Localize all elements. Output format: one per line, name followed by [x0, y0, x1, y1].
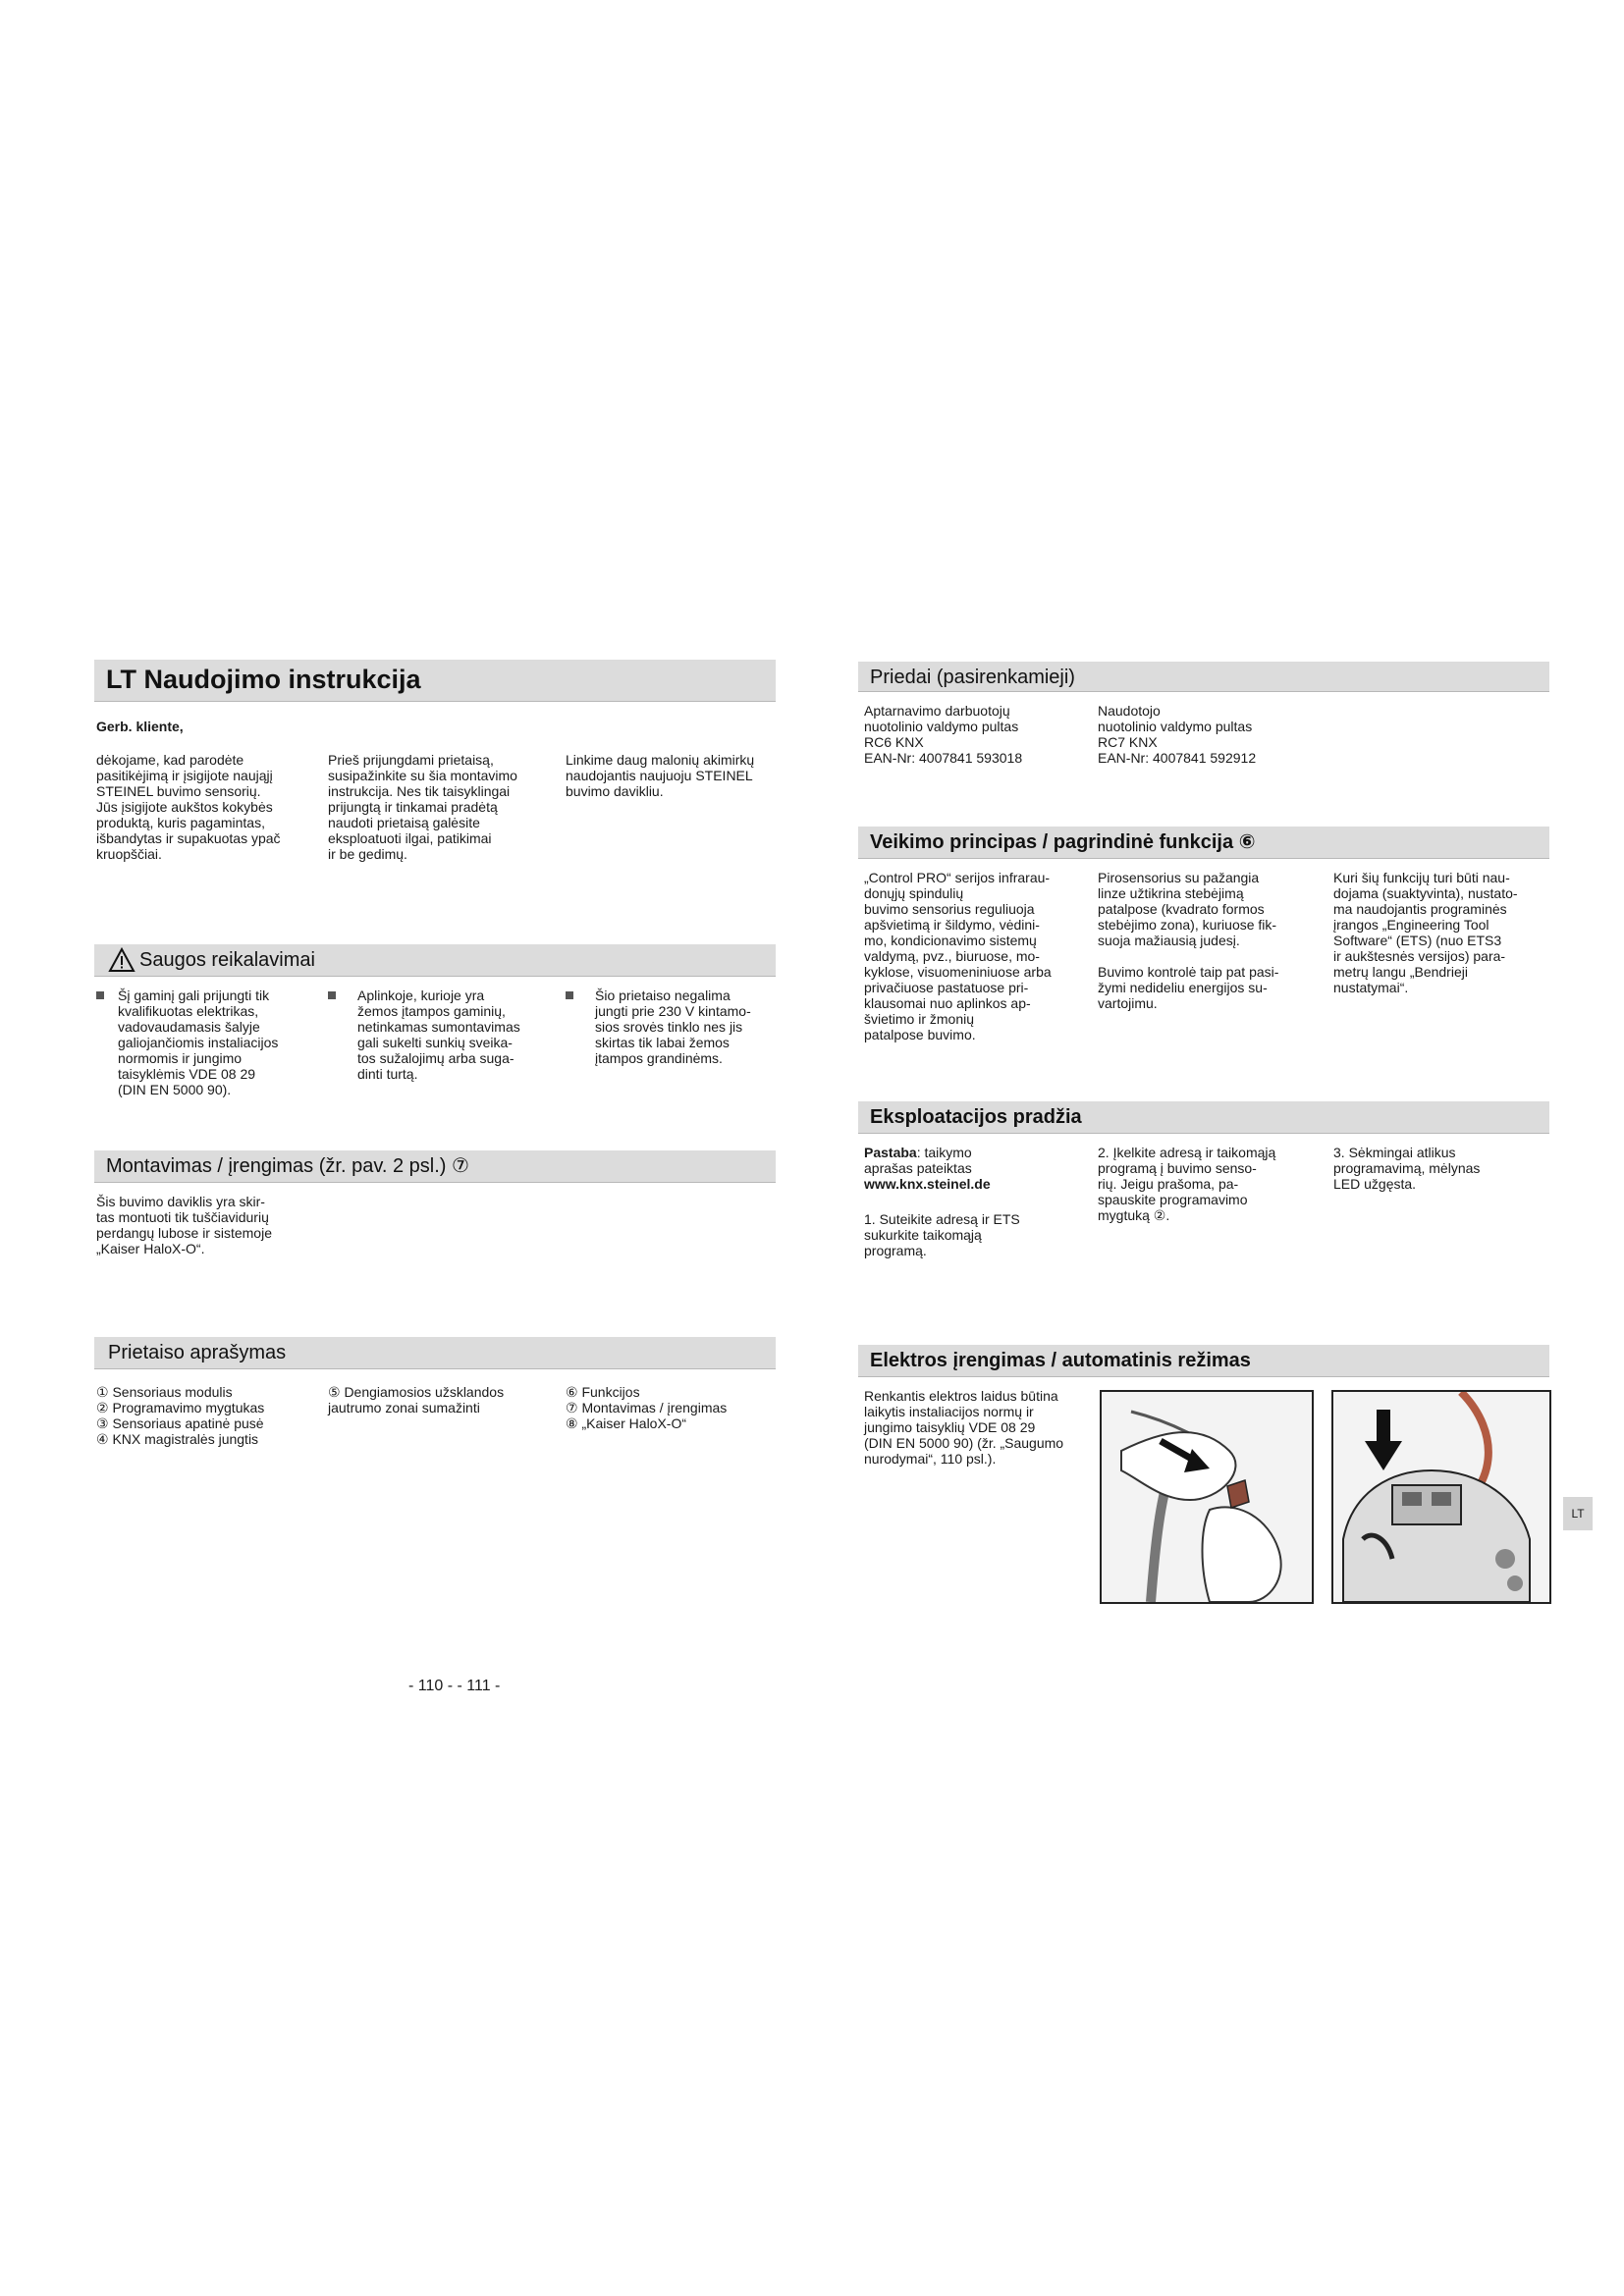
startup-step-1: 1. Suteikite adresą ir ETS sukurkite taikomąją programą.: [864, 1211, 1020, 1258]
intro-col-1: dėkojame, kad parodėte pasitikėjimą ir įsigijote naująjį STEINEL buvimo sensorių. Jūs įsigijote aukštos kokybės produktą, kuris pagamintas, išbandytas ir supakuotas ypač kruopščiai.: [96, 752, 281, 862]
intro-col-3: Linkime daug malonių akimirkų naudojantis naujuoju STEINEL buvimo davikliu.: [566, 752, 755, 799]
principle-col-2: Pirosensorius su pažangia linze užtikrina stebėjimą patalpose (kvadrato formos stebėjimo zona), kuriuose fik- suoja mažiausią judesį. Buvimo kontrolė taip pat pasi- žymi nedideliu energijos su- vartojimu.: [1098, 870, 1279, 1011]
safety-header: [94, 944, 776, 977]
description-col-3: ⑥ Funkcijos ⑦ Montavimas / įrengimas ⑧ „Kaiser HaloX-O“: [566, 1384, 728, 1431]
safety-item-text: Aplinkoje, kurioje yra žemos įtampos gaminių, netinkamas sumontavimas gali sukelti sunkių sveika- tos sužalojimų arba suga- dinti turtą.: [357, 988, 520, 1082]
description-col-2: ⑤ Dengiamosios užsklandos jautrumo zonai sumažinti: [328, 1384, 505, 1415]
accessories-title: Priedai (pasirenkamieji): [870, 667, 1075, 688]
mounting-text: Šis buvimo daviklis yra skir- tas montuoti tik tuščiavidurių perdangų lubose ir sistemoje „Kaiser HaloX-O“.: [96, 1194, 272, 1256]
wiring-figure-hands: [1100, 1390, 1314, 1604]
description-col-1: ① Sensoriaus modulis ② Programavimo mygtukas ③ Sensoriaus apatinė pusė ④ KNX magistralės jungtis: [96, 1384, 265, 1447]
principle-col-1: „Control PRO“ serijos infrarau- donųjų spindulių buvimo sensorius reguliuoja apšvietimą ir šildymo, vėdini- mo, kondicionavimo sistemų valdymą, pvz., biuruose, mo- kyklose, visuomeniniuose arba privačiuose pastatuose pri- klausomai nuo aplinkos ap- švietimo ir žmonių patalpose buvimo.: [864, 870, 1052, 1042]
startup-step-2: 2. Įkelkite adresą ir taikomąją programą į buvimo senso- rių. Jeigu prašoma, pa- spauskite programavimo mygtuką ②.: [1098, 1145, 1276, 1223]
bullet-square-icon: [328, 991, 336, 999]
principle-header: [858, 827, 1549, 859]
note-text: : taikymo aprašas pateiktas: [864, 1145, 972, 1176]
safety-title: Saugos reikalavimai: [139, 949, 315, 971]
title-bar: [94, 660, 776, 702]
description-header: [94, 1337, 776, 1369]
note-label: Pastaba: [864, 1145, 917, 1160]
accessories-col-2: Naudotojo nuotolinio valdymo pultas RC7 KNX EAN-Nr: 4007841 592912: [1098, 703, 1257, 766]
electrical-title: Elektros įrengimas / automatinis režimas: [870, 1350, 1251, 1371]
description-title: Prietaiso aprašymas: [108, 1342, 287, 1363]
greeting: Gerb. kliente,: [96, 719, 184, 734]
startup-step-3: 3. Sėkmingai atlikus programavimą, mėlynas LED užgęsta.: [1333, 1145, 1481, 1192]
accessories-col-1: Aptarnavimo darbuotojų nuotolinio valdymo pultas RC6 KNX EAN-Nr: 4007841 593018: [864, 703, 1023, 766]
intro-col-2: Prieš prijungdami prietaisą, susipažinkite su šia montavimo instrukcija. Nes tik taisyklingai prijungtą ir tinkamai pradėtą naudoti prietaisą galėsite eksploatuoti ilgai, patikimai ir be gedimų.: [328, 752, 517, 862]
mounting-title: Montavimas / įrengimas (žr. pav. 2 psl.) ⑦: [106, 1155, 469, 1177]
warning-icon: [108, 947, 135, 973]
safety-item-text: Šį gaminį gali prijungti tik kvalifikuotas elektrikas, vadovaudamasis šalyje galiojančiomis instaliacijos normomis ir jungimo taisyklėmis VDE 08 29 (DIN EN 5000 90).: [118, 988, 279, 1097]
startup-header: [858, 1101, 1549, 1134]
startup-title: Eksploatacijos pradžia: [870, 1106, 1082, 1128]
safety-item: [328, 988, 554, 1082]
principle-col-3: Kuri šių funkcijų turi būti nau- dojama (suaktyvinta), nustato- ma naudojantis programinės įrangos „Engineering Tool Software“ (ETS) (nuo ETS3 ir aukštesnės versijos) para- metrų langu „Bendrieji nustatymai“.: [1333, 870, 1518, 995]
page-numbers: - 110 - - 111 -: [408, 1678, 501, 1694]
wiring-figure-connector: [1331, 1390, 1551, 1604]
accessories-header: [858, 662, 1549, 692]
note-url: www.knx.steinel.de: [864, 1176, 991, 1192]
bullet-square-icon: [566, 991, 573, 999]
bullet-square-icon: [96, 991, 104, 999]
startup-note: [864, 1145, 1080, 1192]
page-title: LT Naudojimo instrukcija: [106, 665, 421, 694]
language-side-tab: LT: [1563, 1497, 1593, 1530]
electrical-text: Renkantis elektros laidus būtina laikytis instaliacijos normų ir jungimo taisyklių VDE 08 29 (DIN EN 5000 90) (žr. „Saugumo nurodymai“, 110 psl.).: [864, 1388, 1064, 1467]
safety-item: [96, 988, 312, 1097]
mounting-header: [94, 1150, 776, 1183]
electrical-header: [858, 1345, 1549, 1377]
principle-title: Veikimo principas / pagrindinė funkcija ⑥: [870, 831, 1256, 853]
safety-item: [566, 988, 782, 1066]
safety-item-text: Šio prietaiso negalima jungti prie 230 V kintamo- sios srovės tinklo nes jis skirtas tik labai žemos įtampos grandinėms.: [595, 988, 751, 1066]
